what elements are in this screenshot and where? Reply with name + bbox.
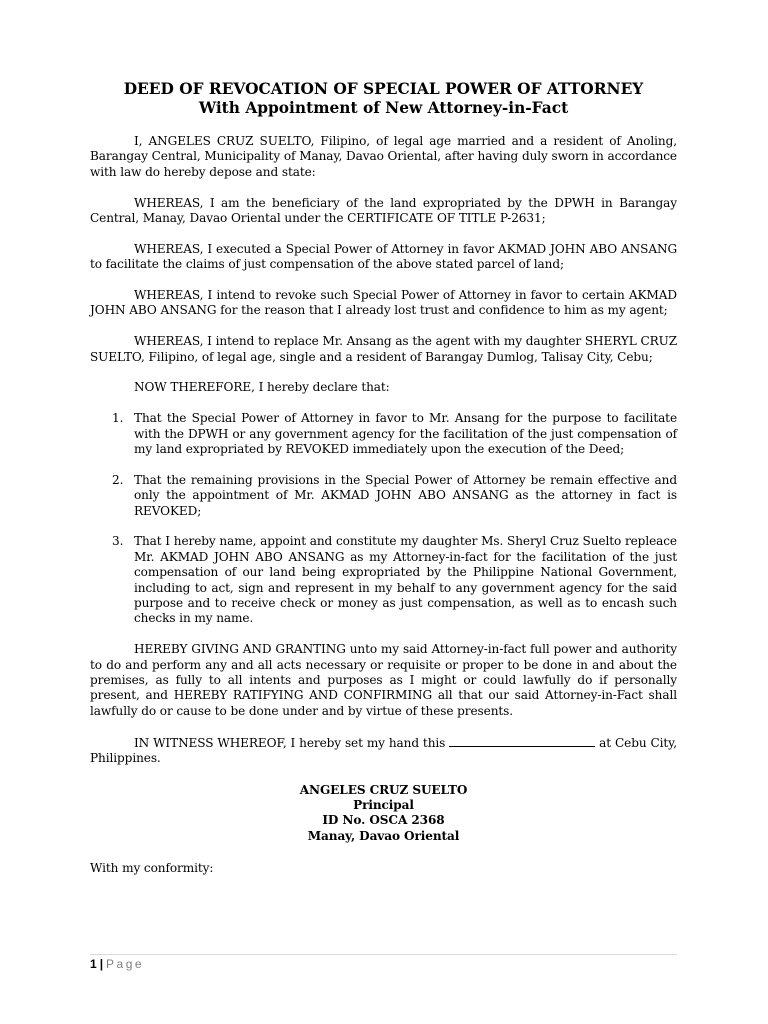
whereas-paragraph-1: WHEREAS, I am the beneficiary of the land expropriated by the DPWH in Barangay Central, Manay, Davao Oriental under the CERTIFICATE OF TITLE P-2631; <box>90 195 677 226</box>
document-subtitle: With Appointment of New Attorney-in-Fact <box>198 99 569 117</box>
principal-role: Principal <box>353 797 414 812</box>
footer-separator: | <box>99 957 104 971</box>
conformity-label: With my conformity: <box>90 861 214 876</box>
now-therefore-paragraph: NOW THEREFORE, I hereby declare that: <box>134 380 390 395</box>
declaration-list <box>90 411 677 627</box>
item-number: 1. <box>112 411 124 426</box>
whereas-paragraph-2: WHEREAS, I executed a Special Power of Attorney in favor AKMAD JOHN ABO ANSANG to facilitate the claims of just compensation of the above stated parcel of land; <box>90 241 677 272</box>
document-title: DEED OF REVOCATION OF SPECIAL POWER OF ATTORNEY <box>123 80 644 98</box>
document-body <box>90 80 677 892</box>
witness-paragraph <box>90 735 677 767</box>
witness-text-before: IN WITNESS WHEREOF, I hereby set my hand this <box>134 735 446 750</box>
granting-paragraph: HEREBY GIVING AND GRANTING unto my said Attorney-in-fact full power and authority to do and perform any and all acts necessary or requisite or proper to be done in and about the premises, as fully to all intents and purposes as I might or could lawfully do if personally present, and HEREBY RATIFYING AND CONFIRMING all that our said Attorney-in-Fact shall lawfully do or cause to be done under and by virtue of these presents. <box>90 642 677 718</box>
declaration-item <box>90 411 677 457</box>
item-text: That the Special Power of Attorney in favor to Mr. Ansang for the purpose to facilitate with the DPWH or any government agency for the facilitation of the just compensation of my land expropriated by REVOKED immediately upon the execution of the Deed; <box>134 411 677 457</box>
whereas-paragraph-3: WHEREAS, I intend to revoke such Special Power of Attorney in favor to certain AKMAD JOHN ABO ANSANG for the reason that I already lost trust and confidence to him as my agent; <box>90 288 677 318</box>
footer-divider <box>90 954 677 955</box>
principal-location: Manay, Davao Oriental <box>307 828 460 843</box>
intro-paragraph: I, ANGELES CRUZ SUELTO, Filipino, of legal age married and a resident of Anoling, Barangay Central, Municipality of Manay, Davao Oriental, after having duly sworn in accordance with law do hereby depose and state: <box>90 134 677 179</box>
principal-name: ANGELES CRUZ SUELTO <box>299 782 468 797</box>
declaration-item <box>90 473 677 519</box>
item-text: That the remaining provisions in the Special Power of Attorney be remain effective and only the appointment of Mr. AKMAD JOHN ABO ANSANG as the attorney in fact is REVOKED; <box>134 472 677 518</box>
item-text: That I hereby name, appoint and constitute my daughter Ms. Sheryl Cruz Suelto repleace Mr. AKMAD JOHN ABO ANSANG as my Attorney-in-fact for the facilitation of the just compensation of our land being expropriated by the Philippine National Government, including to act, sign and represent in my behalf to any government agency for the said purpose and to receive check or money as just compensation, as well as to encash such checks in my name. <box>134 534 677 626</box>
page-label: Page <box>106 957 145 971</box>
date-blank-line <box>449 735 595 747</box>
item-number: 2. <box>112 472 124 487</box>
witness-text-after: at Cebu City, Philippines. <box>90 735 678 766</box>
declaration-item <box>90 534 677 626</box>
principal-id: ID No. OSCA 2368 <box>322 813 445 828</box>
whereas-paragraph-4: WHEREAS, I intend to replace Mr. Ansang as the agent with my daughter SHERYL CRUZ SUELTO, Filipino, of legal age, single and a resident of Barangay Dumlog, Talisay City, Cebu; <box>90 334 677 364</box>
page-number: 1 <box>90 957 97 971</box>
signature-block <box>90 783 677 845</box>
item-number: 3. <box>112 534 124 549</box>
page-footer <box>90 957 144 971</box>
